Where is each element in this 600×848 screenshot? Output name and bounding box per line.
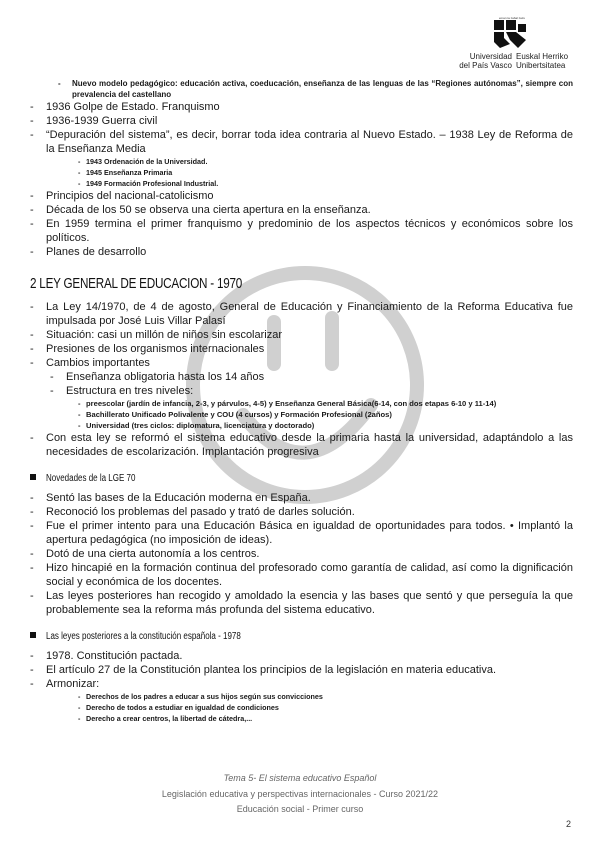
logo-caption: eman ta zabal zazu [498,16,525,20]
list-item: - Sentó las bases de la Educación moderna en España. [28,491,573,505]
sub-list-item: - Derecho de todos a estudiar en igualdad de condiciones [28,702,573,713]
logo-text-basque: Euskal Herriko Unibertsitatea [516,52,569,70]
section-heading: 2 LEY GENERAL DE EDUCACION - 1970 [30,275,243,292]
list-item: - Principios del nacional-catolicismo [28,189,573,203]
list-item: - 1936-1939 Guerra civil [28,114,573,128]
sub-list-item: - Estructura en tres niveles: [28,384,573,398]
list-item: - Nuevo modelo pedagógico: educación activa, coeducación, enseñanza de las lenguas de las “Regiones autónomas”, siempre con prevalencia del castellano [28,78,573,100]
list-item: - “Depuración del sistema”, es decir, borrar toda idea contraria al Nuevo Estado. – 1938 Ley de Reforma de la Enseñanza Media [28,128,573,156]
university-logo [452,14,592,76]
sub-sub-list-item: - Bachillerato Unificado Polivalente y COU (4 cursos) y Formación Profesional (2años) [28,409,573,420]
square-bullet-icon [30,474,36,480]
list-item: - En 1959 termina el primer franquismo y predominio de los aspectos técnicos y económicos sobre los políticos. [28,217,573,245]
subsection-heading: Las leyes posteriores a la constitución española - 1978 [30,631,573,642]
list-item: - Cambios importantes [28,356,573,370]
page-number: 2 [566,819,572,829]
square-bullet-icon [30,632,36,638]
sub-list-item: - 1943 Ordenación de la Universidad. [28,156,573,167]
footer-topic: Tema 5- El sistema educativo Español [223,773,377,783]
subsection-heading: Novedades de la LGE 70 [30,473,573,484]
footer-degree: Educación social - Primer curso [236,804,364,814]
list-item: - El artículo 27 de la Constitución plantea los principios de la legislación en materia educativa. [28,663,573,677]
sub-list-item: - 1949 Formación Profesional Industrial. [28,178,573,189]
logo-text-spanish: Universidad del País Vasco [459,52,512,70]
sub-list-item: - 1945 Enseñanza Primaria [28,167,573,178]
university-emblem-icon [490,14,530,56]
list-item: - Con esta ley se reformó el sistema educativo desde la primaria hasta la universidad, adaptándolo a las necesidades de escolarización. Implantación progresiva [28,431,573,459]
document-body [28,78,573,724]
list-item: - Situación: casi un millón de niños sin escolarizar [28,328,573,342]
sub-sub-list-item: - preescolar (jardín de infancia, 2-3, y párvulos, 4-5) y Enseñanza General Básica(6-14, con dos etapas 6-10 y 11-14) [28,398,573,409]
list-item: - 1936 Golpe de Estado. Franquismo [28,100,573,114]
list-item: - 1978. Constitución pactada. [28,649,573,663]
list-item: - Fue el primer intento para una Educación Básica en igualdad de oportunidades para todos. • Implantó la apertura pedagógica (no imposición de ideas). [28,519,573,547]
list-item: - Las leyes posteriores han recogido y amoldado la esencia y las bases que sentó y que perseguía la que probablemente sea la reforma más profunda del sistema educativo. [28,589,573,617]
list-item: - Planes de desarrollo [28,245,573,259]
sub-sub-list-item: - Universidad (tres ciclos: diplomatura, licenciatura y doctorado) [28,420,573,431]
list-item: - Hizo hincapié en la formación continua del profesorado como garantía de calidad, así como la dignificación social y económica de los docentes. [28,561,573,589]
list-item: - Dotó de una cierta autonomía a los centros. [28,547,573,561]
list-item: - Armonizar: [28,677,573,691]
list-item: - Década de los 50 se observa una cierta apertura en la enseñanza. [28,203,573,217]
list-item: - Presiones de los organismos internacionales [28,342,573,356]
list-item: - Reconoció los problemas del pasado y trató de darles solución. [28,505,573,519]
footer-course: Legislación educativa y perspectivas internacionales - Curso 2021/22 [161,789,439,799]
sub-list-item: - Derechos de los padres a educar a sus hijos según sus convicciones [28,691,573,702]
sub-list-item: - Enseñanza obligatoria hasta los 14 años [28,370,573,384]
sub-list-item: - Derecho a crear centros, la libertad de cátedra,... [28,713,573,724]
list-item: - La Ley 14/1970, de 4 de agosto, General de Educación y Financiamiento de la Reforma Educativa fue impulsada por José Luis Villar Palasí [28,300,573,328]
